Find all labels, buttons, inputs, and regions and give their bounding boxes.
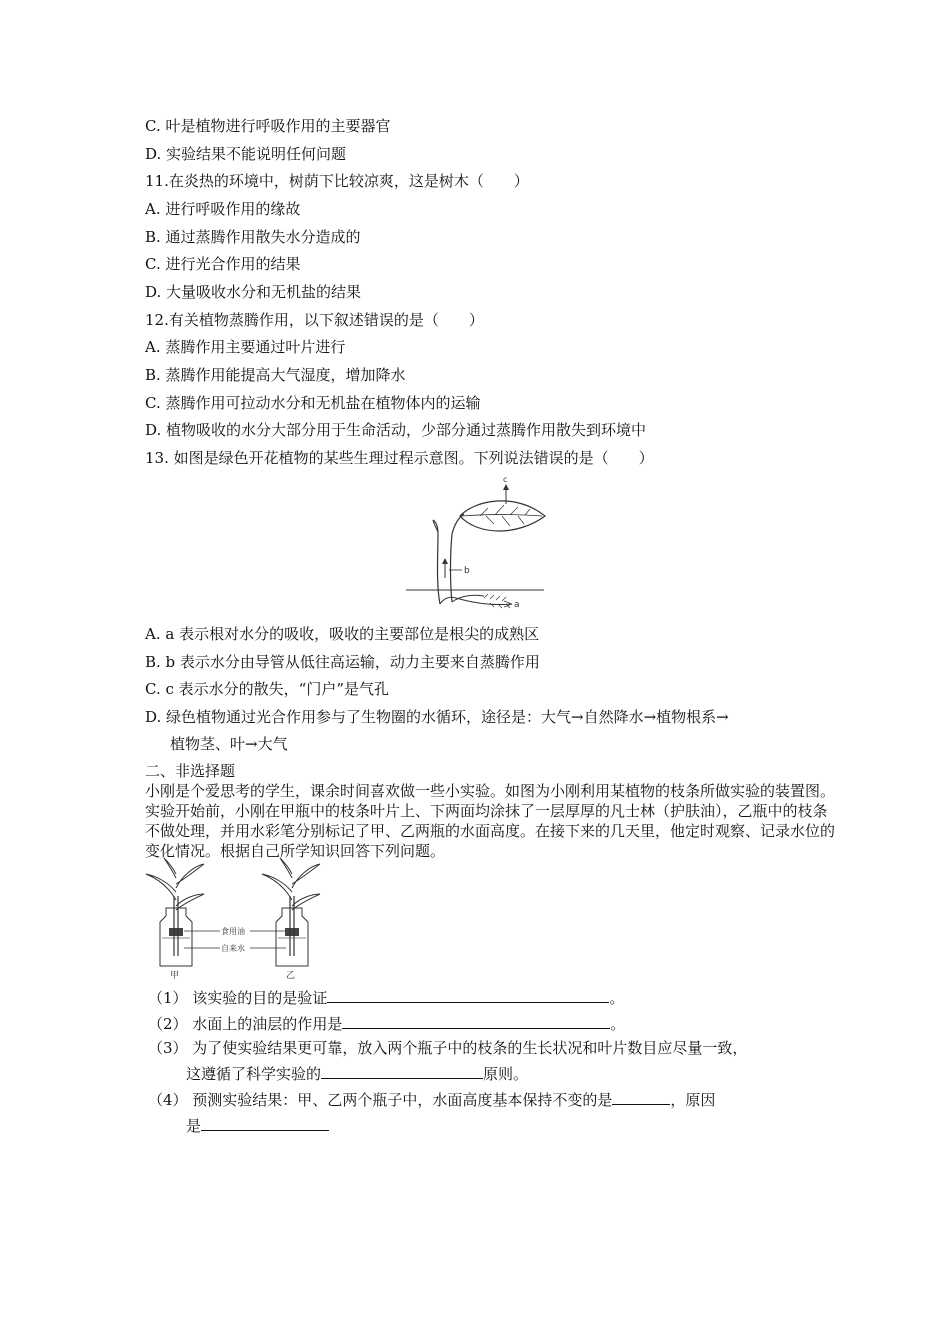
subq-3-end: 原则。 xyxy=(483,1065,529,1083)
subq-4-mid: ，原因 xyxy=(670,1091,716,1109)
q13-option-d-line2: 植物茎、叶→大气 xyxy=(170,735,288,753)
q12-option-b: B. 蒸腾作用能提高大气湿度，增加降水 xyxy=(145,366,406,384)
label-b: b xyxy=(464,566,470,576)
answer-blank-3[interactable] xyxy=(321,1062,483,1079)
bottle-jia xyxy=(146,858,204,980)
q13-option-a: A. a 表示根对水分的吸收，吸收的主要部位是根尖的成熟区 xyxy=(145,625,540,643)
subq-2-end: 。 xyxy=(610,1015,626,1033)
q13-option-d-line1: D. 绿色植物通过光合作用参与了生物圈的水循环，途径是：大气→自然降水→植物根系→ xyxy=(145,708,729,726)
subq-3-line1: （3） 为了使实验结果更可靠，放入两个瓶子中的枝条的生长状况和叶片数目应尽量一致， xyxy=(148,1039,748,1057)
subq-2 xyxy=(148,1012,625,1034)
q12-stem: 12.有关植物蒸腾作用，以下叙述错误的是（ ） xyxy=(145,311,484,329)
subq-2-text: （2） 水面上的油层的作用是 xyxy=(148,1015,343,1033)
subq-1 xyxy=(148,986,624,1008)
subq-1-text: （1） 该实验的目的是验证 xyxy=(148,989,328,1007)
q11-option-d: D. 大量吸收水分和无机盐的结果 xyxy=(145,283,362,301)
q11-option-a: A. 进行呼吸作用的缘故 xyxy=(145,200,301,218)
q13-option-b: B. b 表示水分由导管从低往高运输，动力主要来自蒸腾作用 xyxy=(145,653,540,671)
subq-4-line2 xyxy=(186,1114,329,1136)
oil-label: 食用油 xyxy=(221,927,245,936)
subq-4-line1 xyxy=(148,1088,715,1110)
q11-stem: 11.在炎热的环境中，树荫下比较凉爽，这是树木（ ） xyxy=(145,172,529,190)
subq-1-end: 。 xyxy=(609,989,625,1007)
q13-stem: 13. 如图是绿色开花植物的某些生理过程示意图。下列说法错误的是（ ） xyxy=(145,449,654,467)
section-intro: 小刚是个爱思考的学生，课余时间喜欢做一些小实验。如图为小刚利用某植物的枝条所做实验的装置图。实验开始前，小刚在甲瓶中的枝条叶片上、下两面均涂抹了一层厚厚的凡士林（护肤油），乙瓶中的枝条不做处理，并用水彩笔分别标记了甲、乙两瓶的水面高度。在接下来的几天里，他定时观察、记录水位的变化情况。根据自己所学知识回答下列问题。 xyxy=(145,782,836,860)
subq-4-text: （4） 预测实验结果：甲、乙两个瓶子中，水面高度基本保持不变的是 xyxy=(148,1091,613,1109)
q12-option-d: D. 植物吸收的水分大部分用于生命活动，少部分通过蒸腾作用散失到环境中 xyxy=(145,421,647,439)
q12-option-c: C. 蒸腾作用可拉动水分和无机盐在植物体内的运输 xyxy=(145,394,481,412)
label-jia: 甲 xyxy=(170,971,180,980)
stem-right xyxy=(451,514,465,602)
answer-blank-2[interactable] xyxy=(342,1012,610,1029)
oil-layer-jia xyxy=(169,928,183,936)
q13-option-c: C. c 表示水分的散失，“门户”是气孔 xyxy=(145,680,389,698)
subq-4-line2-text: 是 xyxy=(186,1117,202,1135)
plant-physiology-diagram xyxy=(400,474,550,614)
option-c-prev: C. 叶是植物进行呼吸作用的主要器官 xyxy=(145,117,391,135)
stem-left xyxy=(433,520,440,604)
subq-3-text: 这遵循了科学实验的 xyxy=(186,1065,322,1083)
label-a: a xyxy=(514,600,520,610)
answer-blank-4b[interactable] xyxy=(201,1114,329,1131)
label-yi: 乙 xyxy=(286,971,296,980)
leaf xyxy=(460,501,545,531)
q12-option-a: A. 蒸腾作用主要通过叶片进行 xyxy=(145,338,346,356)
answer-blank-1[interactable] xyxy=(327,986,609,1003)
water-label: 自来水 xyxy=(221,944,245,953)
oil-layer-yi xyxy=(285,928,299,936)
q11-option-b: B. 通过蒸腾作用散失水分造成的 xyxy=(145,228,361,246)
label-c: c xyxy=(503,475,508,484)
subq-3-line2 xyxy=(186,1062,528,1084)
experiment-bottles-diagram xyxy=(140,856,340,980)
q11-option-c: C. 进行光合作用的结果 xyxy=(145,255,301,273)
section-heading: 二、非选择题 xyxy=(145,762,236,780)
answer-blank-4a[interactable] xyxy=(612,1088,670,1105)
option-d-prev: D. 实验结果不能说明任何问题 xyxy=(145,145,347,163)
bottle-yi xyxy=(262,858,320,980)
